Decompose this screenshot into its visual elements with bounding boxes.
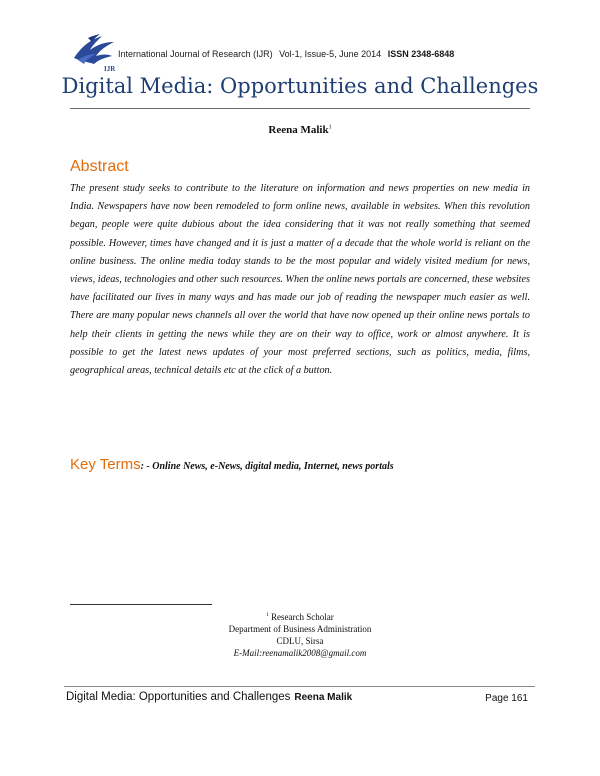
volume-issue: Vol-1, Issue-5, June 2014 (279, 49, 382, 59)
header-divider (70, 108, 530, 109)
footer-divider (64, 686, 535, 687)
footer-author: Reena Malik (294, 692, 353, 703)
abstract-text: The present study seeks to contribute to the literature on information and news properties on new media in India. Newspapers have now been remodeled to form online news, available in websites. When this revolution began, people were quite dubious about the idea considering that it was not really something that seemed possible. However, times have changed and it is just a matter of a decade that the whole world is reliant on the online business. The online media today stands to be the most popular and widely visited medium for news, views, ideas, technologies and other such resources. When the online news portals are concerned, these websites have facilitated our lives in many ways and has made our job of reading the newspaper much easier as well. There are many popular news channels all over the world that have now opened up their online news portals to help their clients in getting the news while they are on their way to office, work or almost anywhere. It is possible to get the latest news updates of your most preferred sections, such as politics, media, films, geographical areas, technical details etc at the click of a button. (70, 183, 530, 377)
paper-title: Digital Media: Opportunities and Challenges (61, 74, 539, 98)
journal-logo (68, 30, 120, 74)
footnote-email: E-Mail:reenamalik2008@gmail.com (233, 648, 367, 658)
issn: ISSN 2348-6848 (387, 49, 455, 59)
footnote-mark: 1 (266, 612, 269, 618)
journal-name: International Journal of Research (IJR) (118, 49, 273, 59)
footnote-divider (70, 604, 212, 605)
author-footnote (0, 609, 600, 659)
footnote-department: Department of Business Administration (228, 624, 372, 634)
journal-header-line (118, 49, 454, 59)
key-terms (70, 456, 394, 474)
key-terms-label: Key Terms (70, 456, 141, 473)
key-terms-text: : - Online News, e-News, digital media, Internet, news portals (140, 461, 394, 472)
abstract-heading: Abstract (70, 158, 129, 175)
footnote-role: Research Scholar (271, 612, 334, 622)
author-footnote-mark: 1 (328, 124, 332, 131)
footer-title: Digital Media: Opportunities and Challenges (66, 691, 291, 703)
footer-running-title (66, 691, 352, 703)
svg-text:IJR: IJR (104, 65, 116, 73)
page-number: Page 161 (485, 693, 528, 704)
footnote-institution: CDLU, Sirsa (276, 636, 324, 646)
author-line (0, 124, 600, 136)
footnote-role-line (0, 609, 600, 623)
author-name: Reena Malik (268, 124, 329, 136)
